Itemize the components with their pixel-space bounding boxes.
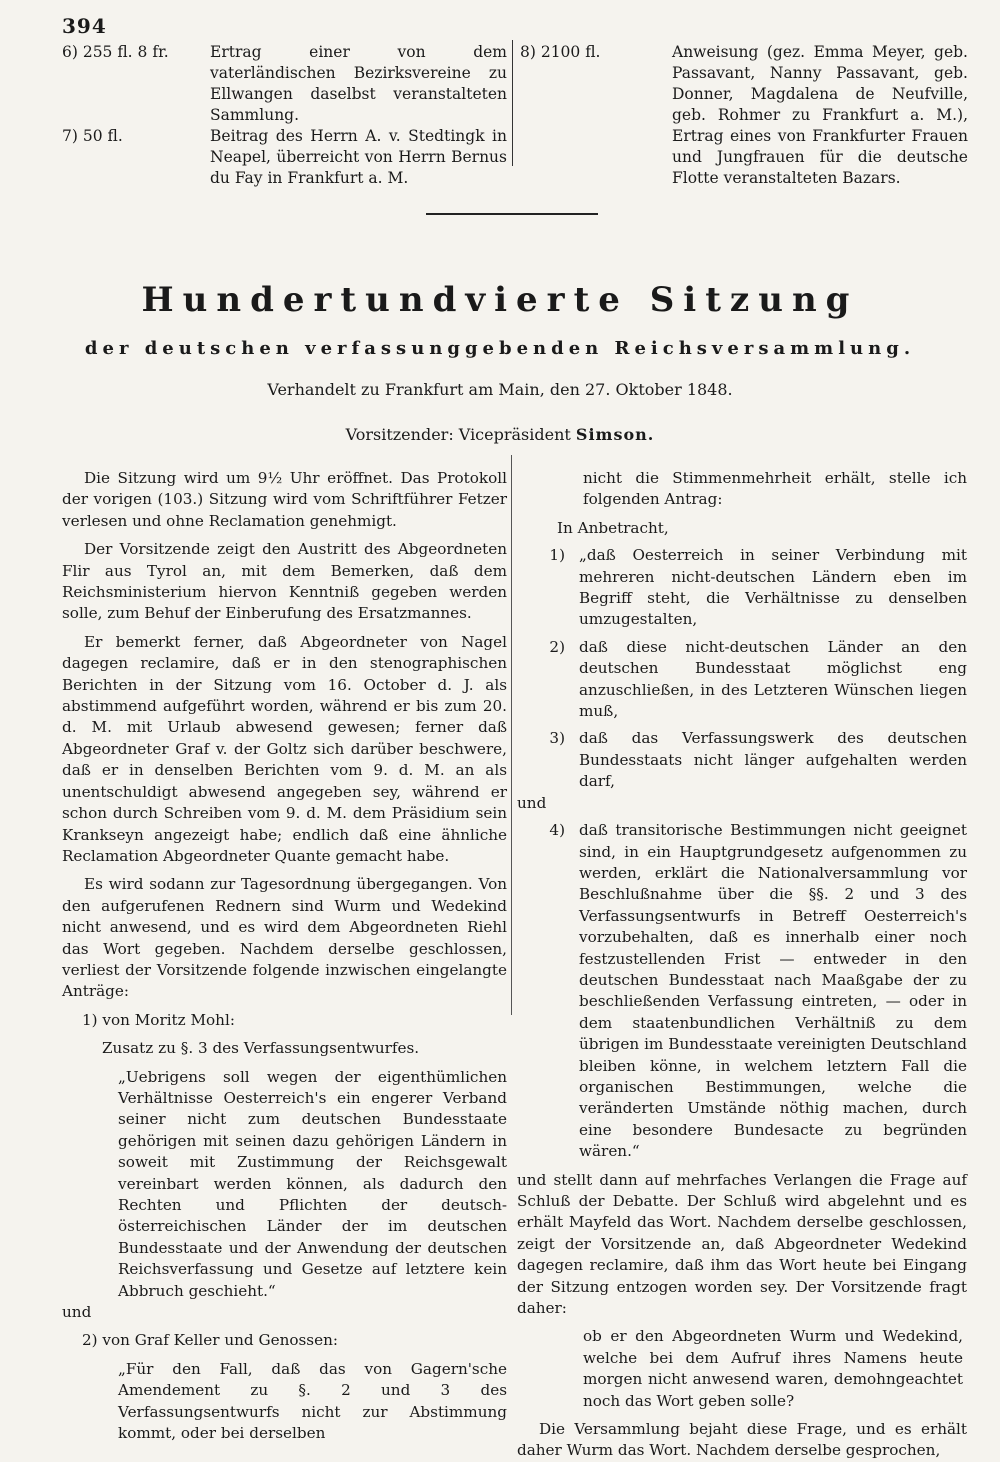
item-number: 4): [549, 821, 565, 840]
paragraph: Die Versammlung bejaht diese Frage, und es erhält daher Wurm das Wort. Nachdem derselbe gesprochen,: [517, 1420, 967, 1460]
paragraph: Es wird sodann zur Tagesordnung übergegangen. Von den aufgerufenen Rednern sind Wurm und Wedekind nicht anwesend, und es wird dem Abgeordneten Riehl das Wort gegeben. Nachdem derselbe geschlossen, verliest der Vorsitzende folgende inzwischen eingelangte Anträge:: [62, 875, 507, 1001]
entry-text: Ertrag einer von dem vaterländischen Bezirksvereine zu Ellwangen daselbst veranstalteten Sammlung.: [210, 43, 507, 124]
column-divider: [512, 40, 513, 166]
entry-text: Anweisung (gez. Emma Meyer, geb. Passavant, Nanny Passavant, geb. Donner, Magdalena de Neufville, geb. Rohmer zu Frankfurt a. M.), Ertrag eines von Frankfurter Frauen und Jungfrauen für die deutsche Flotte veranstalteten Bazars.: [672, 43, 968, 187]
item-text: daß diese nicht-deutschen Länder an den deutschen Bundesstaat möglichst eng anzuschließen, in des Letzteren Wünschen liegen muß,: [579, 637, 967, 721]
paragraph: Er bemerkt ferner, daß Abgeordneter von Nagel dagegen reclamire, daß er in den stenographischen Berichten in der Sitzung vom 16. October d. J. als abstimmend aufgeführt worden, während er bis zum 20. d. M. mit Urlaub abwesend gewesen; ferner daß Abgeordneter Graf v. der Goltz sich darüber beschwere, daß er in denselben Berichten vom 9. d. M. an als unentschuldigt abwesend angegeben sey, während er schon durch Schreiben vom 9. d. M. dem Präsidium sein Krankseyn angezeigt habe; endlich daß eine ähnliche Reclamation Abgeordneter Quante gemacht habe.: [62, 632, 507, 865]
chair-line: [0, 425, 1000, 444]
motion-quote: „Für den Fall, daß das von Gagern'sche Amendement zu §. 2 und 3 des Verfassungsentwurfs nicht zur Abstimmung kommt, oder bei derselben: [118, 1359, 507, 1443]
question-quote: ob er den Abgeordneten Wurm und Wedekind, welche bei dem Aufruf ihres Namens heute morgen nicht anwesend waren, demohngeachtet noch das Wort geben solle?: [583, 1327, 963, 1410]
motion-subheading: Zusatz zu §. 3 des Verfassungsentwurfes.: [102, 1039, 420, 1058]
top-entries-left: [62, 42, 507, 189]
paragraph: nicht die Stimmenmehrheit erhält, stelle ich folgenden Antrag:: [583, 469, 967, 509]
list-item: [517, 728, 967, 792]
list-item: [517, 637, 967, 723]
conjunction: und: [517, 793, 547, 812]
list-item: [517, 545, 967, 631]
entry-amount: 7) 50 fl.: [62, 127, 123, 145]
entry-text: Beitrag des Herrn A. v. Stedtingk in Neapel, überreicht von Herrn Bernus du Fay in Frankfurt a. M.: [210, 127, 507, 187]
entry-amount: 8) 2100 fl.: [520, 43, 601, 61]
top-entries-right: [520, 42, 968, 189]
date-line: Verhandelt zu Frankfurt am Main, den 27. Oktober 1848.: [267, 380, 733, 399]
list-item: [62, 42, 507, 126]
item-text: „daß Oesterreich in seiner Verbindung mit mehreren nicht-deutschen Ländern eben im Begriff steht, die Verhältnisse zu denselben umzugestalten,: [579, 546, 967, 629]
chair-name: Simson.: [575, 425, 655, 444]
entry-amount: 6) 255 fl. 8 fr.: [62, 43, 169, 61]
page-subtitle: der deutschen verfassunggebenden Reichsversammlung.: [84, 338, 916, 359]
paragraph: Der Vorsitzende zeigt den Austritt des Abgeordneten Flir aus Tyrol an, mit dem Bemerken, daß dem Reichsministerium hiervon Kenntniß gegeben werden solle, zum Behuf der Einberufung des Ersatzmannes.: [62, 540, 507, 623]
item-text: daß das Verfassungswerk des deutschen Bundesstaats nicht länger aufgehalten werden darf,: [579, 729, 967, 791]
paragraph: In Anbetracht,: [557, 518, 669, 537]
motion-heading: 2) von Graf Keller und Genossen:: [82, 1331, 338, 1350]
motion-quote: „Uebrigens soll wegen der eigenthümlichen Verhältnisse Oesterreich's ein engerer Verband seiner nicht zum deutschen Bundesstaate gehörigen mit seinen dazu gehörigen Ländern in soweit mit Zustimmung der Reichsgewalt vereinbart werden können, als dadurch den Rechten und Pflichten der deutsch-österreichischen Länder der im deutschen Bundesstaate und der Anwendung der deutschen Reichsverfassung und Gesetze auf letztere kein Abbruch geschieht.“: [118, 1067, 507, 1300]
section-divider: [426, 213, 598, 215]
list-item: [62, 126, 507, 189]
item-number: 3): [549, 729, 565, 748]
page-number: 394: [62, 14, 107, 38]
list-item: [517, 820, 967, 1163]
paragraph: und stellt dann auf mehrfaches Verlangen die Frage auf Schluß der Debatte. Der Schluß wird abgelehnt und es erhält Mayfeld das Wort. Nachdem derselbe geschlossen, zeigt der Vorsitzende an, daß Abgeordneter Wedekind dagegen reclamire, daß ihm das Wort heute bei Eingang der Sitzung entzogen worden sey. Der Vorsitzende fragt daher:: [517, 1170, 967, 1318]
page-title: Hundertundvierte Sitzung: [141, 280, 859, 320]
column-divider: [511, 455, 512, 1015]
motion-heading: 1) von Moritz Mohl:: [82, 1010, 235, 1029]
item-text: daß transitorische Bestimmungen nicht geeignet sind, in ein Hauptgrundgesetz aufgenommen zu werden, erklärt die Nationalversammlung vor Beschlußnahme über die §§. 2 und 3 des Verfassungsentwurfs in Betreff Oesterreich's vorzubehalten, daß es innerhalb einer noch festzustellenden Frist — entweder in den deutschen Bundesstaat nach Maaßgabe der zu beschließenden Verfassung eintreten, — oder in dem staatenbundlichen Verhältniß zu dem übrigen im Bundesstaate vereinigten Deutschland bleiben könne, in welchem letztern Fall die organischen Bestimmungen, welche die veränderten Umstände nöthig machen, durch eine besondere Bundesacte zu begründen wären.“: [579, 821, 967, 1161]
left-column: [62, 468, 507, 1444]
chair-label: Vorsitzender: Vicepräsident: [345, 425, 571, 444]
conjunction: und: [62, 1303, 92, 1322]
list-item: [520, 42, 968, 189]
item-number: 2): [549, 637, 565, 656]
paragraph: Die Sitzung wird um 9½ Uhr eröffnet. Das Protokoll der vorigen (103.) Sitzung wird vom Schriftführer Fetzer verlesen und ohne Reclamation genehmigt.: [62, 469, 507, 530]
right-column: [517, 468, 967, 1462]
item-number: 1): [549, 546, 565, 565]
